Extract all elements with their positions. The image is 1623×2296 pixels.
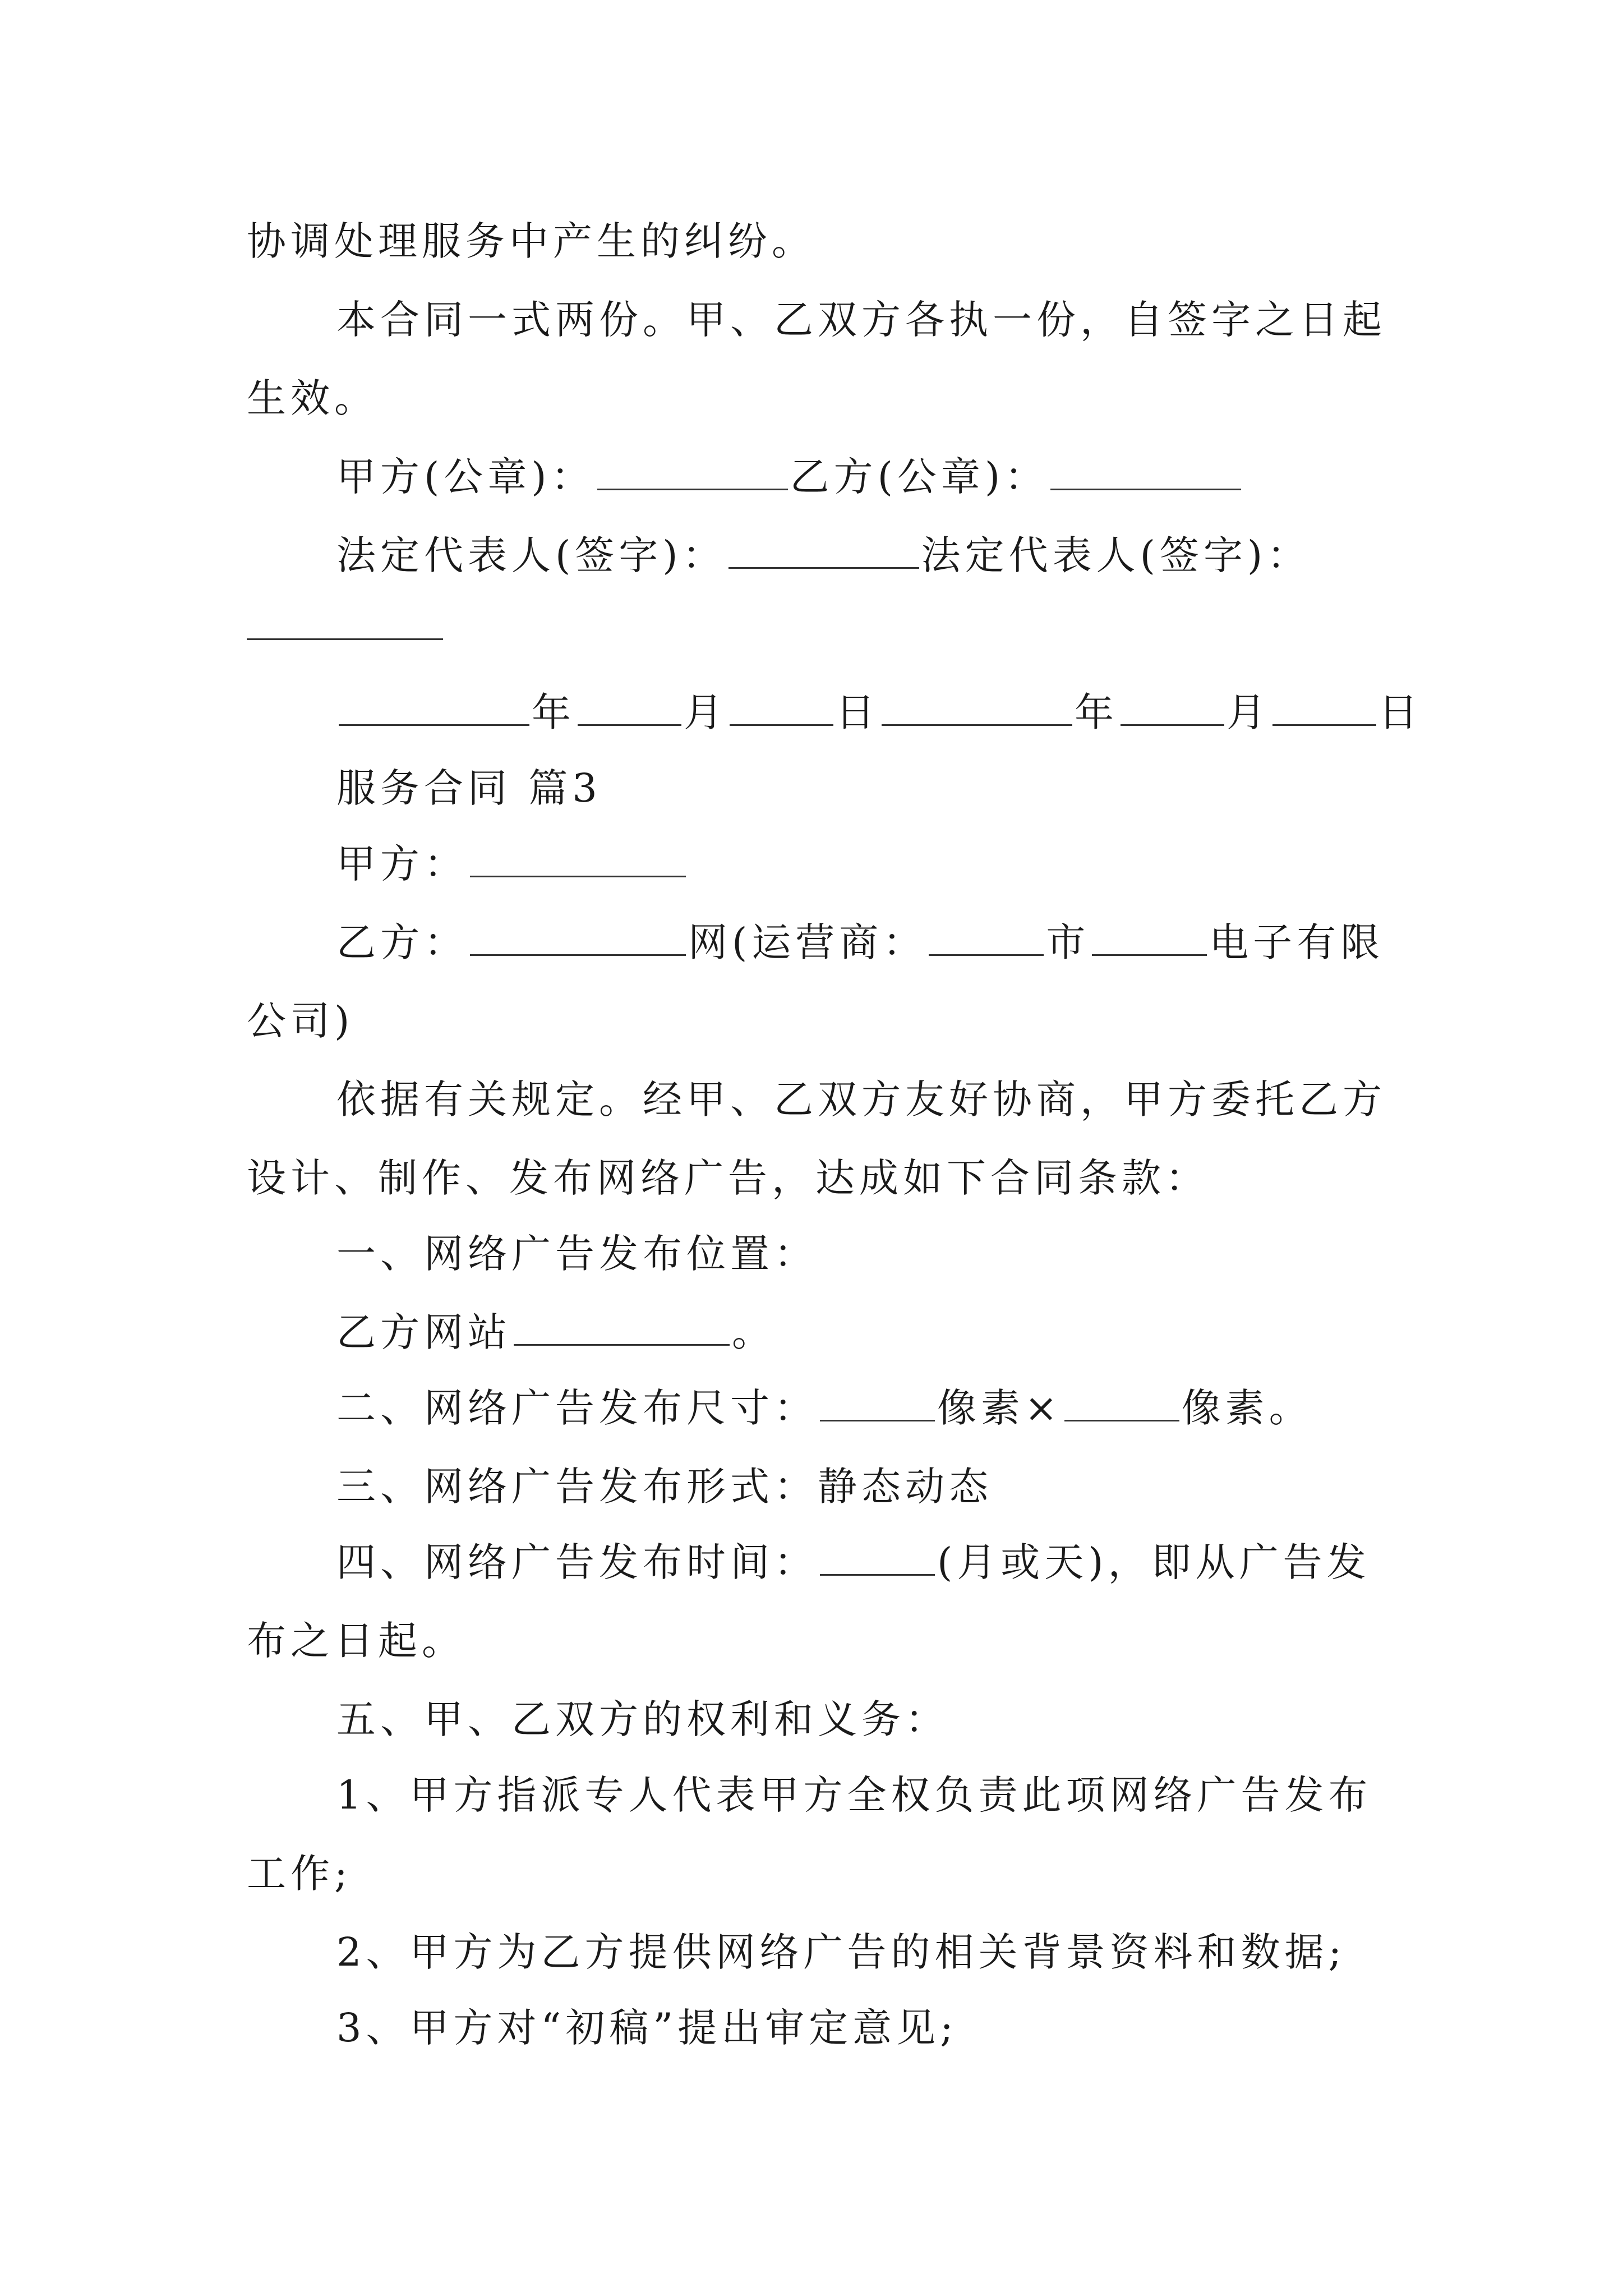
blank-field[interactable]	[339, 689, 529, 726]
text: 1、甲方指派专人代表甲方全权负责此项网络广告发布	[336, 1772, 1372, 1818]
text: 二、网络广告发布尺寸：	[336, 1385, 818, 1431]
text: 设计、制作、发布网络广告，达成如下合同条款：	[247, 1155, 1209, 1201]
paragraph-line	[247, 993, 1391, 1049]
text: 像素。	[1181, 1385, 1313, 1431]
blank-field[interactable]	[578, 689, 681, 726]
party-b-rep-label: 法定代表人(签字)：	[921, 532, 1311, 578]
text: 三、网络广告发布形式：静态动态	[336, 1464, 993, 1510]
clause-heading	[336, 1458, 1481, 1515]
section-title	[336, 760, 1481, 816]
party-a-rep-label: 法定代表人(签字)：	[336, 532, 726, 578]
paragraph-line	[336, 1304, 1481, 1360]
blank-field[interactable]	[470, 919, 686, 956]
blank-field[interactable]	[597, 454, 788, 490]
blank-field[interactable]	[247, 638, 443, 640]
blank-field[interactable]	[820, 1385, 935, 1421]
year-label: 年	[532, 689, 575, 735]
blank-field[interactable]	[882, 689, 1072, 726]
party-a-seal-label: 甲方(公章)：	[336, 454, 595, 500]
text: 五、甲、乙双方的权利和义务：	[336, 1696, 949, 1742]
blank-field[interactable]	[728, 532, 919, 569]
blank-field[interactable]	[470, 841, 686, 877]
list-item	[336, 1924, 1481, 1980]
blank-field[interactable]	[1050, 454, 1241, 490]
paragraph-line	[247, 1613, 1391, 1669]
text: 协调处理服务中产生的纠纷。	[247, 218, 815, 264]
paragraph-line	[336, 1071, 1481, 1128]
seal-line	[336, 449, 1481, 505]
clause-heading	[336, 1380, 1481, 1436]
party-a-line	[336, 836, 1481, 892]
blank-field[interactable]	[820, 1539, 935, 1576]
party-a-label: 甲方：	[336, 841, 468, 887]
blank-field[interactable]	[730, 689, 833, 726]
text: 3、甲方对“初稿”提出审定意见;	[336, 2005, 958, 2051]
text: 生效。	[247, 375, 378, 421]
text: 公司)	[247, 998, 354, 1044]
text: 布之日起。	[247, 1618, 465, 1664]
blank-field[interactable]	[514, 1309, 730, 1346]
clause-heading	[336, 1534, 1481, 1590]
blank-field[interactable]	[1092, 919, 1207, 956]
text: (月或天)，即从广告发	[937, 1539, 1371, 1585]
text: 乙方网站	[336, 1309, 511, 1355]
clause-heading	[336, 1691, 1481, 1747]
party-b-label: 乙方：	[336, 919, 468, 965]
list-item	[336, 2000, 1481, 2056]
month-label: 月	[1227, 689, 1270, 735]
text: 市	[1046, 919, 1090, 965]
list-item	[336, 1767, 1481, 1823]
text: 依据有关规定。经甲、乙双方友好协商，甲方委托乙方	[336, 1076, 1386, 1122]
blank-field[interactable]	[929, 919, 1044, 956]
text: 2、甲方为乙方提供网络广告的相关背景资料和数据;	[336, 1929, 1347, 1975]
day-label: 日	[1378, 689, 1422, 735]
text: 一、网络广告发布位置：	[336, 1231, 818, 1277]
text: 工作;	[247, 1851, 352, 1897]
signature-line	[336, 527, 1481, 583]
date-line	[336, 684, 1481, 740]
text: 电子有限	[1209, 919, 1385, 965]
text: 网(运营商：	[688, 919, 927, 965]
paragraph-line	[247, 370, 1391, 426]
day-label: 日	[836, 689, 879, 735]
paragraph-line	[247, 213, 1391, 269]
text: 像素×	[937, 1385, 1062, 1431]
paragraph-line	[247, 1846, 1391, 1902]
year-label: 年	[1075, 689, 1118, 735]
blank-field[interactable]	[1121, 689, 1224, 726]
blank-field[interactable]	[1064, 1385, 1179, 1421]
month-label: 月	[684, 689, 727, 735]
clause-heading	[336, 1226, 1481, 1282]
text: 四、网络广告发布时间：	[336, 1539, 818, 1585]
blank-field[interactable]	[1272, 689, 1376, 726]
party-b-seal-label: 乙方(公章)：	[790, 454, 1049, 500]
paragraph-line	[247, 1150, 1391, 1206]
text: 本合同一式两份。甲、乙双方各执一份，自签字之日起	[336, 297, 1386, 343]
party-b-line	[336, 914, 1481, 970]
paragraph-line	[336, 292, 1481, 348]
text: 。	[732, 1309, 776, 1355]
text: 服务合同 篇3	[336, 765, 602, 811]
